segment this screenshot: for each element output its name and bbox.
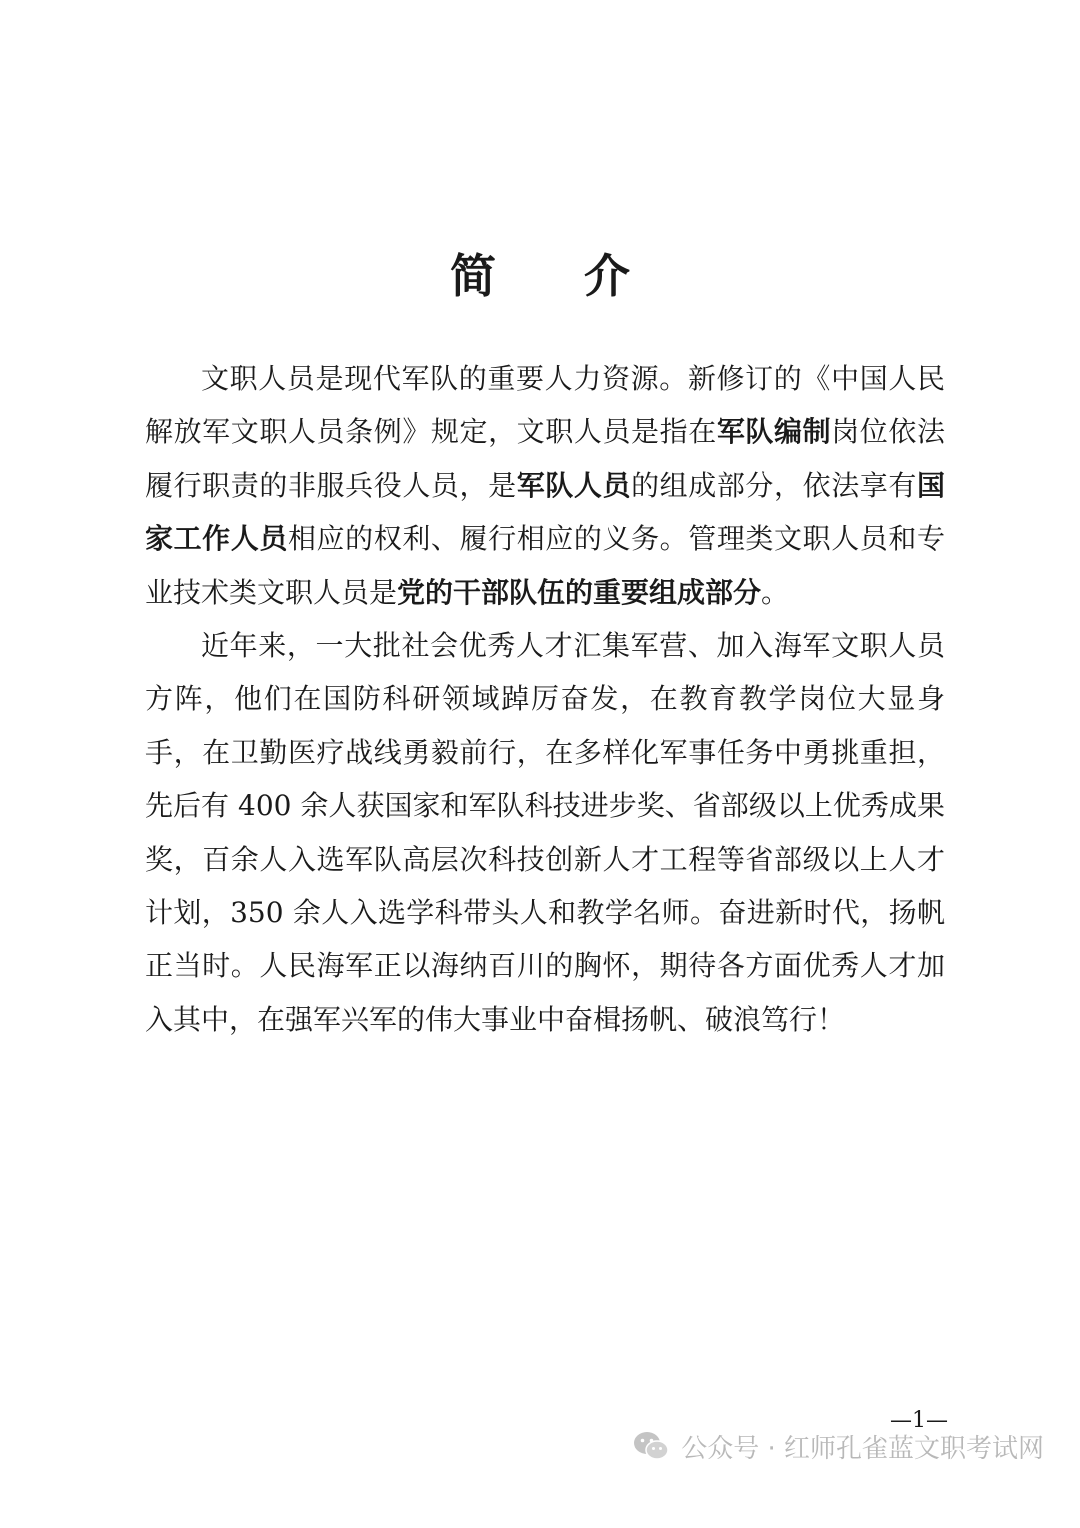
text-run: 。	[761, 575, 790, 609]
bold-run: 党的干部队伍的重要组成部分	[397, 575, 762, 609]
paragraph-2	[145, 619, 945, 1046]
watermark	[631, 1426, 1044, 1466]
page-number: —1—	[890, 1408, 948, 1433]
wechat-icon	[631, 1426, 671, 1466]
bold-run: 军队编制	[716, 415, 832, 449]
text-run: 近年来，一大批社会优秀人才汇集军营、加入海军文职人员方阵，他们在国防科研领域踔厉奋发，在教育教学岗位大显身手，在卫勤医疗战线勇毅前行，在多样化军事任务中勇挑重担，先后有 400 余人获国家和军队科技进步奖、省部级以上优秀成果奖，百余人入选军队高层次科技创新人才工程等省部级以上人才计划，350 余人入选学科带头人和教学名师。奋进新时代，扬帆正当时。人民海军正以海纳百川的胸怀，期待各方面优秀人才加入其中，在强军兴军的伟大事业中奋楫扬帆、破浪笃行！	[145, 629, 945, 1036]
document-title: 简 介	[449, 249, 666, 303]
watermark-text: 公众号 · 红师孔雀蓝文职考试网	[681, 1433, 1044, 1464]
bold-run: 国家工作人员	[145, 468, 945, 556]
text-run: 文职人员是现代军队的重要人力资源。新修订的《中国人民解放军文职人员条例》规定，文职人员是指在	[145, 362, 945, 449]
bold-run: 军队人员	[516, 468, 632, 502]
text-run: 的组成部分，依法享有	[631, 468, 917, 502]
text-run: 岗位依法履行职责的非服兵役人员，是	[145, 415, 945, 502]
text-run: 相应的权利、履行相应的义务。管理类文职人员和专业技术类文职人员是	[145, 522, 945, 609]
document-body	[145, 352, 945, 1046]
paragraph-1	[145, 352, 945, 619]
